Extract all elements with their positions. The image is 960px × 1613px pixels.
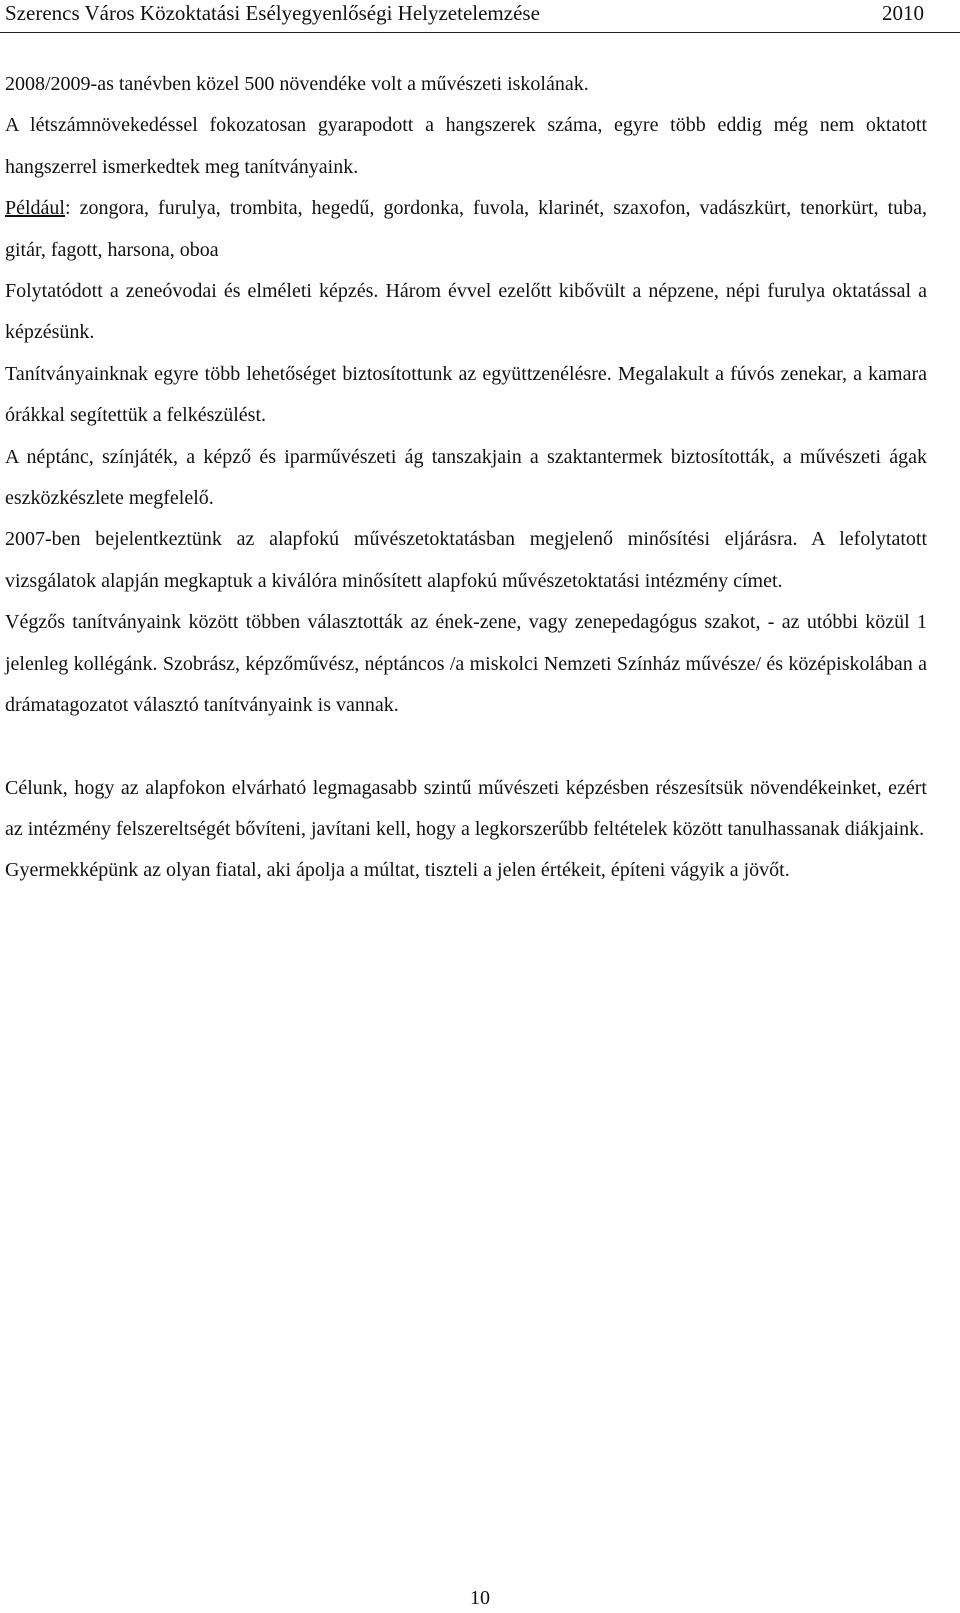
document-title: Szerencs Város Közoktatási Esélyegyenlőségi Helyzetelemzése xyxy=(5,1,540,25)
paragraph-child-image: Gyermekképünk az olyan fiatal, aki ápolja a múltat, tiszteli a jelen értékeit, építeni vágyik a jövőt. xyxy=(5,859,790,882)
page-header xyxy=(0,0,960,33)
page-number: 10 xyxy=(470,1587,490,1609)
paragraph-graduates: Végzős tanítványaink között többen választották az ének-zene, vagy zenepedagógus szakot, - az utóbbi közül 1 jelenleg kollégánk. Szobrász, képzőművész, néptáncos /a miskolci Nemzeti Színház művésze/ és középiskolában a drámatagozatot választó tanítványaink is vannak. xyxy=(5,611,927,717)
paragraph-spacer xyxy=(5,727,927,768)
document-year: 2010 xyxy=(882,1,924,25)
paragraph-art-branches: A néptánc, színjáték, a képző és iparművészeti ág tanszakjain a szaktantermek biztosították, a művészeti ágak eszközkészlete megfelelő. xyxy=(5,445,927,510)
paragraph-enrollment: 2008/2009-as tanévben közel 500 növendéke volt a művészeti iskolának. xyxy=(5,73,589,95)
paragraph-instruments-growth: A létszámnövekedéssel fokozatosan gyarapodott a hangszerek száma, egyre több eddig még nem oktatott hangszerrel ismerkedtek meg tanítványaink. xyxy=(5,114,927,178)
paragraph-goal: Célunk, hogy az alapfokon elvárható legmagasabb szintű művészeti képzésben részesítsük növendékeinket, ezért az intézmény felszereltségét bővíteni, javítani kell, hogy a legkorszerűbb feltételek között tanulhassanak diákjaink. xyxy=(5,776,927,840)
example-label: Például xyxy=(5,197,65,220)
paragraph-instrument-list xyxy=(5,188,927,271)
document-body xyxy=(5,64,927,892)
paragraph-ensemble: Tanítványainknak egyre több lehetőséget biztosítottunk az együttzenélésre. Megalakult a fúvós zenekar, a kamara órákkal segítettük a felkészülést. xyxy=(5,362,927,427)
instrument-list-text: : zongora, furulya, trombita, hegedű, gordonka, fuvola, klarinét, szaxofon, vadászkürt, tenorkürt, tuba, gitár, fagott, harsona, oboa xyxy=(5,197,927,261)
paragraph-qualification: 2007-ben bejelentkeztünk az alapfokú művészetoktatásban megjelenő minősítési eljárásra. A lefolytatott vizsgálatok alapján megkaptuk a kiválóra minősített alapfokú művészetoktatási intézmény címet. xyxy=(5,528,927,592)
paragraph-folk-music: Folytatódott a zeneóvodai és elméleti képzés. Három évvel ezelőtt kibővült a népzene, népi furulya oktatással a képzésünk. xyxy=(5,280,927,344)
